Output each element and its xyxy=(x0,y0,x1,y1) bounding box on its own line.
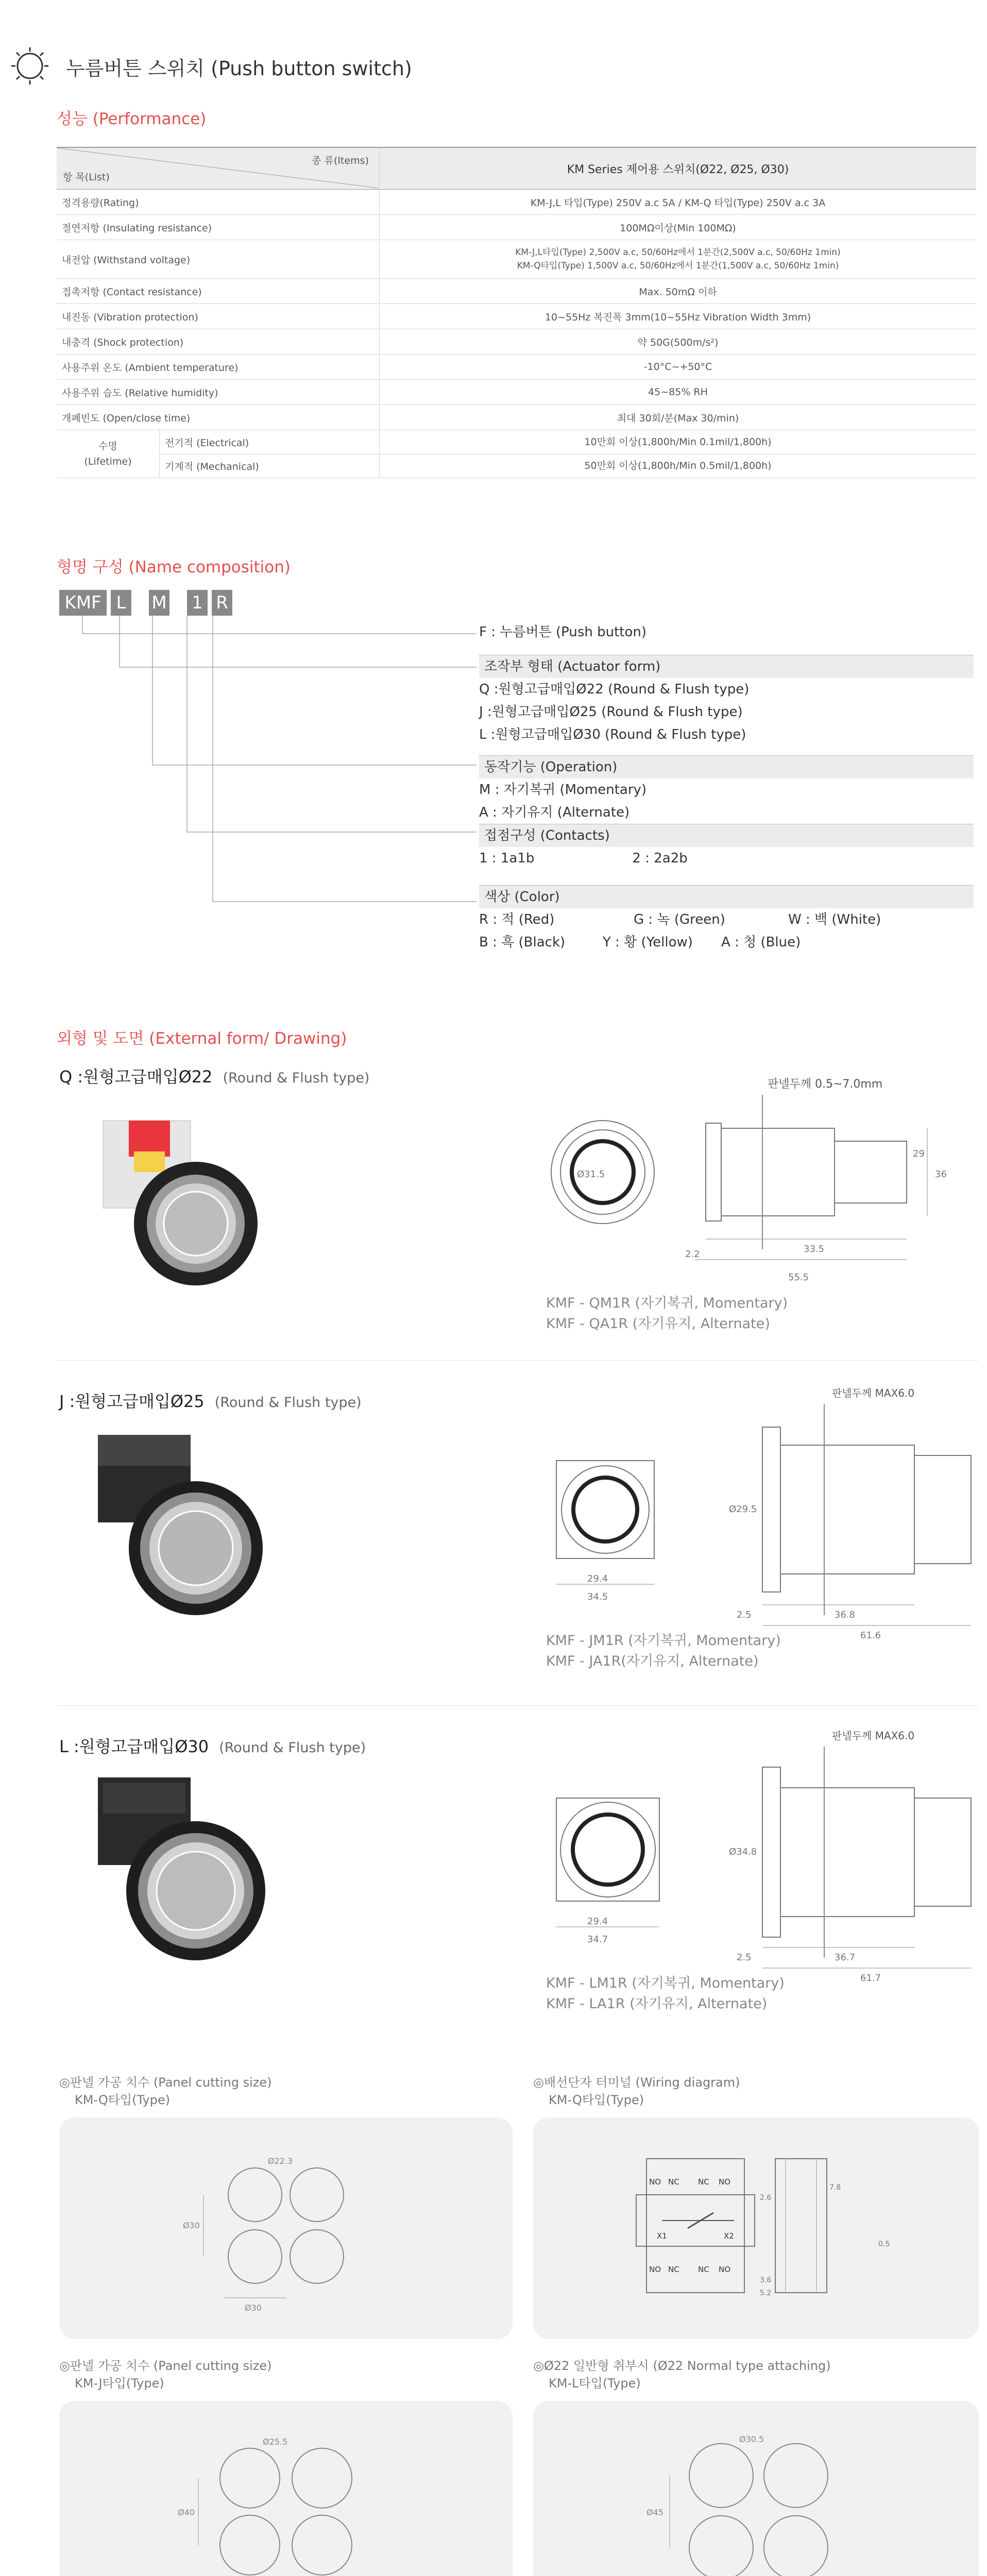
dimension-label: Ø30 xyxy=(245,2303,262,2313)
row-value: -10°C~+50°C xyxy=(380,354,977,380)
terminal-label: NC xyxy=(668,2177,679,2187)
product-l-drawing xyxy=(546,1726,979,1989)
option-line: Q :원형고급매입Ø22 (Round & Flush type) xyxy=(479,682,750,697)
option-head: 동작기능 (Operation) xyxy=(479,755,974,778)
dimension-label: Ø34.8 xyxy=(729,1846,757,1857)
row-label: 사용주위 습도 (Relative humidity) xyxy=(57,380,380,405)
row-label: 절연저항 (Insulating resistance) xyxy=(57,215,380,240)
lifetime-cell xyxy=(57,430,380,478)
code-part: KMF xyxy=(59,590,107,616)
product-q-caption xyxy=(546,1293,788,1334)
product-type: (Round & Flush type) xyxy=(223,1070,370,1086)
product-q-name xyxy=(59,1064,369,1088)
row-value: 최대 30회/분(Max 30/min) xyxy=(380,405,977,430)
drawing-heading: 외형 및 도면 (External form/ Drawing) xyxy=(57,1029,347,1048)
row-label: 내충격 (Shock protection) xyxy=(57,329,380,354)
performance-heading: 성능 (Performance) xyxy=(57,110,207,128)
dimension-label: 2.5 xyxy=(737,1609,752,1620)
table-row xyxy=(57,329,976,354)
col-items-label: 종 류(Items) xyxy=(312,155,369,166)
panel-l-attaching xyxy=(533,2401,979,2576)
panel-wiring-diagram xyxy=(533,2117,979,2339)
option-line: M : 자기복귀 (Momentary) xyxy=(479,782,647,798)
contact-option: 1 : 1a1b xyxy=(479,851,535,866)
panel-j-cutting xyxy=(59,2401,513,2576)
dimension-label: Ø30 xyxy=(183,2221,200,2230)
composition-options xyxy=(479,621,974,954)
dimension-label: 29.4 xyxy=(587,1573,608,1584)
dimension-label: Ø45 xyxy=(646,2507,663,2517)
model-code xyxy=(59,590,236,616)
terminal-label: NC xyxy=(668,2265,679,2274)
panel-q-cutting xyxy=(59,2117,513,2339)
model-caption: KMF - JA1R(자기유지, Alternate) xyxy=(546,1653,759,1669)
color-option: B : 흑 (Black) xyxy=(479,935,566,950)
dimension-label: 33.5 xyxy=(804,1244,825,1255)
lifetime-label xyxy=(57,430,160,478)
dimension-label: 36.8 xyxy=(835,1609,856,1620)
row-value: Max. 50mΩ 이하 xyxy=(380,279,977,304)
model-caption: KMF - LM1R (자기복귀, Momentary) xyxy=(546,1975,785,1991)
model-caption: KMF - QM1R (자기복귀, Momentary) xyxy=(546,1295,788,1311)
dimension-label: 5.2 xyxy=(760,2289,772,2297)
dimension-label: 29 xyxy=(913,1148,925,1159)
terminal-label: NO xyxy=(719,2265,731,2274)
color-option: W : 백 (White) xyxy=(788,912,881,927)
divider xyxy=(57,1360,979,1361)
dimension-label: 0.5 xyxy=(878,2240,890,2248)
option-line xyxy=(479,908,974,931)
panel-title: ◎Ø22 일반형 취부시 (Ø22 Normal type attaching) xyxy=(533,2359,831,2373)
electrical-value: 10만회 이상(1,800h/Min 0.1mil/1,800h) xyxy=(380,430,976,454)
panel-thickness-note: 판넬두께 0.5~7.0mm xyxy=(768,1078,883,1091)
row-value-line: KM-Q타입(Type) 1,500V a.c, 50/60Hz에서 1분간(1,500V a.c, 50/60Hz 1min) xyxy=(517,261,839,271)
row-label: 정격용량(Rating) xyxy=(57,190,380,215)
dimension-label: Ø31.5 xyxy=(577,1169,605,1180)
dimension-label: 34.7 xyxy=(587,1934,608,1945)
panel-j-title xyxy=(59,2357,272,2392)
panel-title: ◎판넬 가공 치수 (Panel cutting size) xyxy=(59,2359,272,2373)
product-j-caption xyxy=(546,1631,781,1672)
product-name: J :원형고급매입Ø25 xyxy=(59,1392,205,1411)
model-caption: KMF - LA1R (자기유지, Alternate) xyxy=(546,1996,768,2012)
dimension-label: 55.5 xyxy=(788,1272,809,1283)
product-name: L :원형고급매입Ø30 xyxy=(59,1737,209,1756)
table-row xyxy=(57,190,976,215)
table-row xyxy=(57,380,976,405)
color-option: R : 적 (Red) xyxy=(479,912,555,927)
performance-header-cell xyxy=(57,147,380,190)
divider xyxy=(57,1705,979,1706)
panel-thickness-note: 판넬두께 MAX6.0 xyxy=(832,1387,915,1399)
option-head: 색상 (Color) xyxy=(479,885,974,908)
dimension-label: 2.5 xyxy=(737,1952,752,1963)
option-line: A : 자기유지 (Alternate) xyxy=(479,805,630,820)
table-row xyxy=(57,430,976,478)
dimension-label: 29.4 xyxy=(587,1916,608,1927)
panel-l-title xyxy=(533,2357,831,2392)
panel-q-cutting-drawing xyxy=(59,2117,513,2339)
product-type: (Round & Flush type) xyxy=(219,1740,366,1756)
table-row xyxy=(57,279,976,304)
composition-heading: 형명 구성 (Name composition) xyxy=(57,558,291,577)
row-value-line: KM-J,L타입(Type) 2,500V a.c, 50/60Hz에서 1분간(2,500V a.c, 50/60Hz 1min) xyxy=(515,247,841,258)
option-line: F : 누름버튼 (Push button) xyxy=(479,624,647,640)
panel-l-attaching-drawing xyxy=(533,2401,979,2576)
product-name: Q :원형고급매입Ø22 xyxy=(59,1067,213,1087)
panel-thickness-note: 판넬두께 MAX6.0 xyxy=(832,1730,915,1742)
terminal-label: X2 xyxy=(724,2231,734,2241)
color-option: G : 녹 (Green) xyxy=(634,912,725,927)
performance-table xyxy=(57,147,976,478)
terminal-label: NO xyxy=(649,2177,661,2187)
dimension-label: 61.6 xyxy=(860,1630,881,1641)
option-line: L :원형고급매입Ø30 (Round & Flush type) xyxy=(479,727,746,742)
code-part: R xyxy=(212,590,232,616)
row-label: 개폐빈도 (Open/close time) xyxy=(57,405,380,430)
push-button-icon xyxy=(9,45,50,87)
panel-subtitle: KM-Q타입(Type) xyxy=(549,2093,644,2107)
terminal-label: X1 xyxy=(657,2231,667,2241)
color-option: Y : 황 (Yellow) xyxy=(603,935,693,950)
terminal-label: NO xyxy=(719,2177,731,2187)
dimension-label: Ø22.3 xyxy=(268,2156,293,2166)
row-value: KM-J,L 타입(Type) 250V a.c 5A / KM-Q 타입(Type) 250V a.c 3A xyxy=(380,190,977,215)
product-l-photo xyxy=(67,1762,294,1978)
terminal-label: NC xyxy=(698,2177,709,2187)
product-j-name xyxy=(59,1388,362,1412)
product-type: (Round & Flush type) xyxy=(214,1395,362,1411)
option-head: 조작부 형태 (Actuator form) xyxy=(479,655,974,678)
product-j-photo xyxy=(67,1419,294,1636)
table-row xyxy=(57,405,976,430)
contact-option: 2 : 2a2b xyxy=(632,851,688,866)
dimension-label: 36 xyxy=(935,1169,947,1180)
row-label: 접촉저항 (Contact resistance) xyxy=(57,279,380,304)
product-j-drawing xyxy=(546,1383,979,1646)
option-line xyxy=(479,931,974,954)
mechanical-value: 50만회 이상(1,800h/Min 0.5mil/1,800h) xyxy=(584,460,772,471)
option-line: J :원형고급매입Ø25 (Round & Flush type) xyxy=(479,704,743,720)
panel-subtitle: KM-Q타입(Type) xyxy=(75,2093,171,2107)
table-row xyxy=(57,215,976,240)
panel-subtitle: KM-J타입(Type) xyxy=(75,2376,164,2391)
dimension-label: Ø29.5 xyxy=(729,1504,757,1515)
product-q-photo xyxy=(72,1100,288,1296)
terminal-label: NO xyxy=(649,2265,661,2274)
row-value xyxy=(380,240,977,279)
dimension-label: 7.8 xyxy=(829,2183,841,2192)
lifetime-label-en: (Lifetime) xyxy=(84,456,132,467)
panel-subtitle: KM-L타입(Type) xyxy=(549,2376,641,2391)
col-list-label: 항 목(List) xyxy=(63,172,110,183)
product-q-drawing xyxy=(546,1074,979,1285)
panel-j-cutting-drawing xyxy=(59,2401,513,2576)
dimension-label: Ø40 xyxy=(178,2507,195,2517)
row-value: 100MΩ이상(Min 100MΩ) xyxy=(380,215,977,240)
panel-q-title xyxy=(59,2074,272,2109)
code-part: L xyxy=(111,590,131,616)
lifetime-values xyxy=(380,430,977,478)
table-row xyxy=(57,354,976,380)
product-l-name xyxy=(59,1734,366,1757)
option-head: 접점구성 (Contacts) xyxy=(479,824,974,847)
row-label: 내진동 (Vibration protection) xyxy=(57,304,380,329)
col-series-label: KM Series 제어용 스위치(Ø22, Ø25, Ø30) xyxy=(380,147,977,190)
panel-title: ◎판넬 가공 치수 (Panel cutting size) xyxy=(59,2075,272,2090)
composition-leader-lines xyxy=(0,616,479,909)
model-caption: KMF - QA1R (자기유지, Alternate) xyxy=(546,1316,770,1332)
row-value: 10~55Hz 복진폭 3mm(10~55Hz Vibration Width 3mm) xyxy=(380,304,977,329)
row-label: 내전압 (Withstand voltage) xyxy=(57,240,380,279)
code-part: M xyxy=(149,590,169,616)
row-value: 45~85% RH xyxy=(380,380,977,405)
dimension-label: Ø25.5 xyxy=(263,2437,288,2447)
row-label: 사용주위 온도 (Ambient temperature) xyxy=(57,354,380,380)
row-value: 약 50G(500m/s²) xyxy=(380,329,977,354)
dimension-label: 36.7 xyxy=(835,1952,856,1963)
electrical-label: 전기적 (Electrical) xyxy=(165,437,249,449)
dimension-label: Ø30.5 xyxy=(739,2434,764,2444)
panel-wiring-title xyxy=(533,2074,740,2109)
wiring-diagram-drawing xyxy=(533,2117,979,2339)
dimension-label: 34.5 xyxy=(587,1591,608,1602)
panel-title: ◎배선단자 터미널 (Wiring diagram) xyxy=(533,2075,740,2090)
lifetime-label-ko: 수명 xyxy=(98,440,117,452)
model-caption: KMF - JM1R (자기복귀, Momentary) xyxy=(546,1633,781,1649)
terminal-label: NC xyxy=(698,2265,709,2274)
dimension-label: 2.2 xyxy=(685,1249,700,1260)
color-option: A : 청 (Blue) xyxy=(721,935,801,950)
table-row xyxy=(57,304,976,329)
dimension-label: 3.6 xyxy=(760,2276,772,2284)
page-title: 누름버튼 스위치 (Push button switch) xyxy=(66,57,412,80)
table-row xyxy=(57,240,976,279)
code-part: 1 xyxy=(187,590,208,616)
dimension-label: 2.6 xyxy=(760,2194,772,2202)
page-header xyxy=(9,40,978,92)
option-line xyxy=(479,847,974,870)
mechanical-label: 기계적 (Mechanical) xyxy=(165,461,259,472)
dimension-label: 61.7 xyxy=(860,1973,881,1984)
product-l-caption xyxy=(546,1973,785,2014)
